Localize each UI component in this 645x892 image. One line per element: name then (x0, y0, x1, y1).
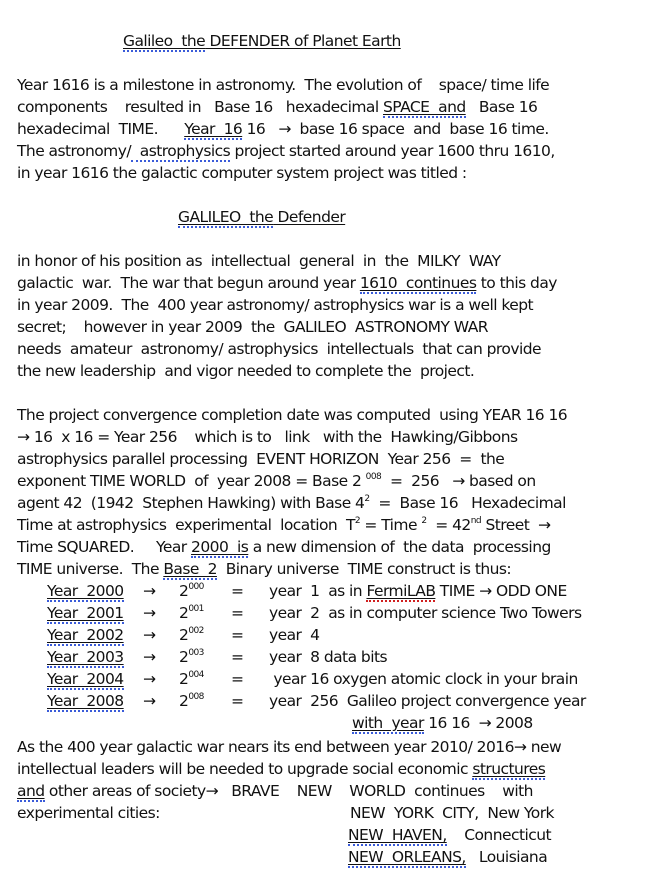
row-equals: = (231, 604, 244, 622)
para2-line3: in year 2009. The 400 year astronomy/ astrophysics war is a well kept (17, 296, 534, 314)
row-exponent: 002 (188, 626, 204, 636)
arrow-icon: → (143, 626, 156, 644)
row-base: 2 (179, 692, 189, 710)
text-span: a new dimension of the data processing (248, 538, 551, 556)
document-title (123, 30, 401, 52)
text-span-underlined: Base 2 (163, 560, 217, 578)
row-base: 2 (179, 648, 189, 666)
para1-line2 (17, 96, 537, 118)
city-name: NEW ORLEANS, (348, 848, 466, 866)
para3-line5 (17, 492, 566, 514)
row-desc: year 256 Galileo project convergence year (269, 692, 586, 710)
text-span: hexadecimal TIME. (17, 120, 185, 138)
text-span: The astronomy/ (17, 142, 132, 160)
para3-line8 (17, 558, 511, 580)
text-span: Base 16 (465, 98, 538, 116)
row-base: 2 (179, 626, 189, 644)
row-exponent: 000 (188, 582, 204, 592)
para2-line1: in honor of his position as intellectual general in the MILKY WAY (17, 252, 501, 270)
arrow-icon: → (143, 670, 156, 688)
title-part-1: Galileo the (123, 32, 206, 50)
para3-line1: The project convergence completion date was computed using YEAR 16 16 (17, 406, 568, 424)
row-desc: TIME → ODD ONE (435, 582, 567, 600)
text-span: Time SQUARED. Year (17, 538, 192, 556)
text-span-underlined: 1610 continues (359, 274, 477, 292)
city-state: New York (478, 804, 554, 822)
subtitle-part-1: GALILEO the (178, 208, 274, 226)
row-year: Year 2008 (47, 692, 124, 710)
arrow-icon: → (143, 582, 156, 600)
arrow-icon: → (143, 648, 156, 666)
city-name: NEW HAVEN, (348, 826, 447, 844)
row-year: Year 2004 (47, 670, 124, 688)
city-state: Louisiana (465, 848, 548, 866)
text-span-underlined: with year (352, 714, 424, 732)
superscript: 008 (365, 472, 382, 482)
para3-line3: astrophysics parallel processing EVENT HORIZON Year 256 = the (17, 450, 505, 468)
text-span: agent 42 (1942 Stephen Hawking) with Base 4 (17, 494, 365, 512)
city-item (348, 846, 547, 868)
text-span: = Base 16 Hexadecimal (369, 494, 566, 512)
row-base: 2 (179, 604, 189, 622)
row-base: 2 (179, 670, 189, 688)
row-exponent: 003 (188, 648, 204, 658)
para1-line4 (17, 140, 555, 162)
text-span: 16 → base 16 space and base 16 time. (242, 120, 549, 138)
text-span: Street → (481, 516, 551, 534)
row-base: 2 (179, 582, 189, 600)
row-equals: = (231, 670, 244, 688)
text-span: = 256 → based on (381, 472, 536, 490)
para1-line3 (17, 118, 549, 140)
text-span: exponent TIME WORLD of year 2008 = Base 2 (17, 472, 366, 490)
table-row (47, 646, 387, 668)
city-state: Connecticut (446, 826, 551, 844)
para4-line1: As the 400 year galactic war nears its end between year 2010/ 2016→ new (17, 738, 562, 756)
para3-line7 (17, 536, 551, 558)
para1-line5: in year 1616 the galactic computer system project was titled : (17, 164, 467, 182)
table-row (47, 668, 578, 690)
row-desc: year 16 oxygen atomic clock in your brain (269, 670, 578, 688)
text-span-underlined: 2000 is (191, 538, 249, 556)
superscript: 2 (354, 516, 361, 526)
para2-line6: the new leadership and vigor needed to complete the project. (17, 362, 475, 380)
arrow-icon: → (143, 692, 156, 710)
para1-line1: Year 1616 is a milestone in astronomy. The evolution of space/ time life (17, 76, 550, 94)
text-span: = Time (360, 516, 422, 534)
row-equals: = (231, 648, 244, 666)
text-span: = 42 (426, 516, 471, 534)
para2-line2 (17, 272, 557, 294)
text-span: galactic war. The war that begun around year (17, 274, 360, 292)
arrow-icon: → (143, 604, 156, 622)
text-span: other areas of society→ BRAVE NEW WORLD continues with (44, 782, 533, 800)
para2-line5: needs amateur astronomy/ astrophysics intellectuals that can provide (17, 340, 541, 358)
text-span-squiggle: astrophysics (131, 142, 231, 160)
row-exponent: 001 (188, 604, 204, 614)
text-span: TIME universe. The (17, 560, 164, 578)
para2-line4: secret; however in year 2009 the GALILEO ASTRONOMY WAR (17, 318, 488, 336)
text-span: to this day (476, 274, 557, 292)
text-span: project started around year 1600 thru 1610, (230, 142, 555, 160)
text-span: components resulted in Base 16 hexadecimal (17, 98, 384, 116)
city-name: NEW YORK CITY, (350, 804, 479, 822)
superscript: nd (470, 516, 482, 526)
title-part-2: DEFENDER of Planet Earth (205, 32, 401, 50)
table-row (47, 580, 567, 602)
superscript: 2 (364, 494, 370, 504)
row-desc-underlined: FermiLAB (366, 582, 436, 600)
row-year: Year 2001 (47, 604, 124, 622)
text-span-underlined: structures (472, 760, 546, 778)
text-span: Time at astrophysics experimental location T (17, 516, 355, 534)
row-desc: year 2 as in computer science Two Towers (269, 604, 582, 622)
row-year: Year 2000 (47, 582, 124, 600)
row-desc: year 1 as in (269, 582, 367, 600)
text-span-underlined: Year 16 (184, 120, 243, 138)
row-desc: year 4 (269, 626, 320, 644)
subtitle-part-2: Defender (273, 208, 346, 226)
row-equals: = (231, 692, 244, 710)
row-year: Year 2002 (47, 626, 124, 644)
para3-line6 (17, 514, 550, 536)
para4-line3 (17, 780, 533, 802)
para3-line2: → 16 x 16 = Year 256 which is to link with the Hawking/Gibbons (17, 428, 518, 446)
row-equals: = (231, 582, 244, 600)
document-subtitle (178, 206, 345, 228)
para4-line2 (17, 758, 545, 780)
city-item (350, 802, 554, 824)
city-item (348, 824, 551, 846)
para3-line4 (17, 470, 536, 492)
row-equals: = (231, 626, 244, 644)
table-row (47, 624, 319, 646)
row-exponent: 008 (188, 692, 204, 702)
text-span-underlined: SPACE and (383, 98, 466, 116)
row-year: Year 2003 (47, 648, 124, 666)
row-exponent: 004 (188, 670, 204, 680)
table-row (47, 690, 586, 712)
text-span: 16 16 → 2008 (423, 714, 533, 732)
table-row (47, 602, 582, 624)
text-span: intellectual leaders will be needed to upgrade social economic (17, 760, 473, 778)
text-span-underlined: and (17, 782, 45, 800)
superscript: 2 (421, 516, 427, 526)
table-continuation (352, 712, 533, 734)
row-desc: year 8 data bits (269, 648, 388, 666)
text-span: Binary universe TIME construct is thus: (216, 560, 512, 578)
para4-line4: experimental cities: (17, 804, 160, 822)
